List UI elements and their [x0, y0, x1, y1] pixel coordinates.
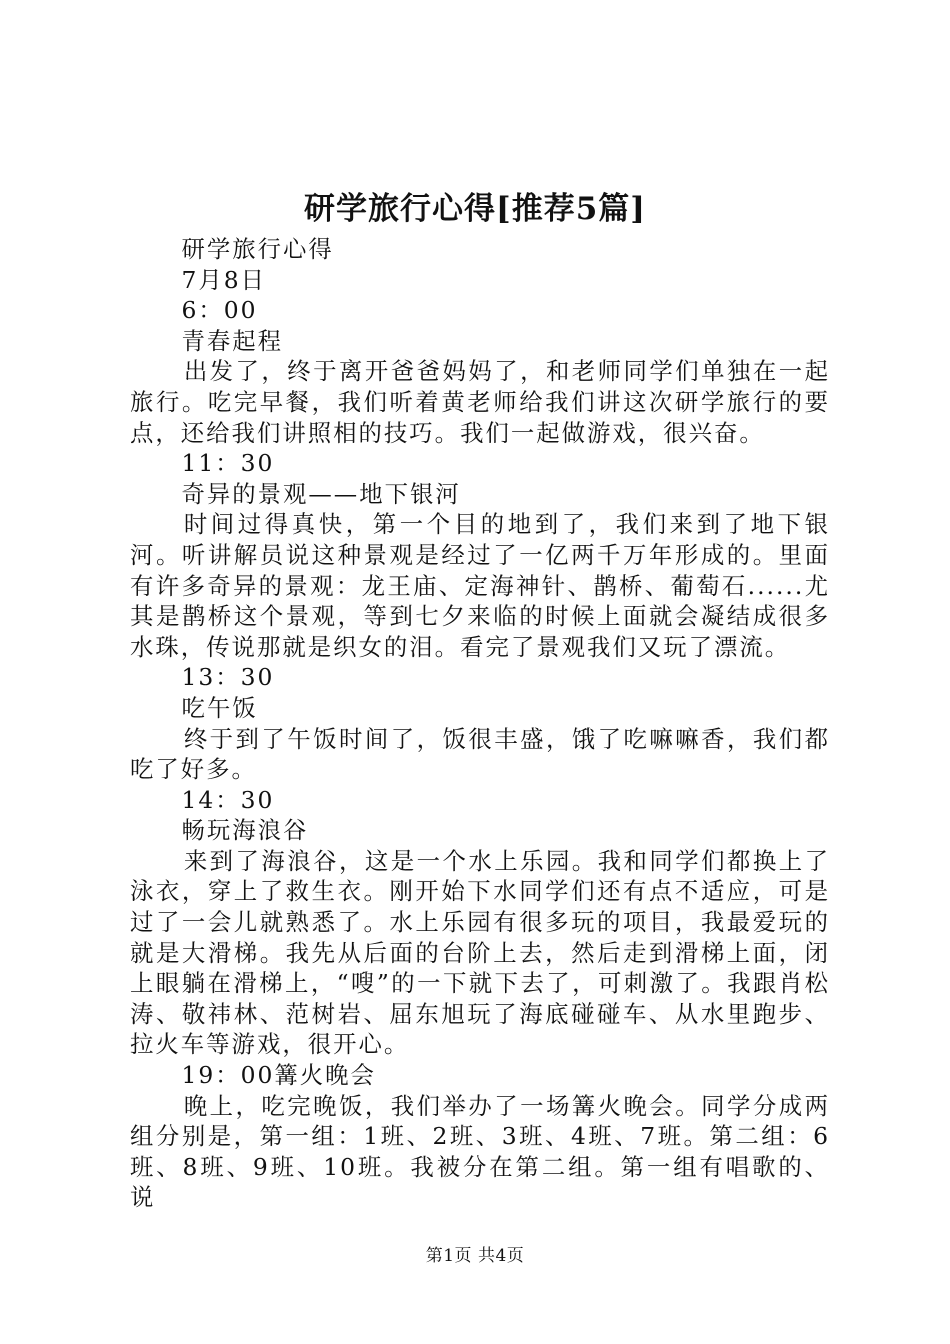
section-heading: 奇异的景观——地下银河 — [181, 479, 461, 508]
paragraph: 来到了海浪谷，这是一个水上乐园。我和同学们都换上了泳衣，穿上了救生衣。刚开始下水同学们还有点不适应，可是过了一会儿就熟悉了。水上乐园有很多玩的项目，我最爱玩的就是大滑梯。我先从后面的台阶上去，然后走到滑梯上面，闭上眼躺在滑梯上，“嗖”的一下就下去了，可刺激了。我跟肖松涛、敬祎林、范树岩、屈东旭玩了海底碰碰车、从水里跑步、拉火车等游戏，很开心。 — [130, 846, 830, 1059]
section-heading: 青春起程 — [181, 326, 284, 355]
time-line: 11：30 — [181, 449, 275, 478]
section-heading: 19：00篝火晚会 — [181, 1061, 376, 1090]
paragraph: 晚上，吃完晚饭，我们举办了一场篝火晚会。同学分成两组分别是，第一组：1班、2班、3班、4班、7班。第二组：6班、8班、9班、10班。我被分在第二组。第一组有唱歌的、说 — [130, 1091, 830, 1212]
paragraph: 终于到了午饭时间了，饭很丰盛，饿了吃嘛嘛香，我们都吃了好多。 — [130, 724, 830, 784]
paragraph: 时间过得真快，第一个目的地到了，我们来到了地下银河。听讲解员说这种景观是经过了一亿两千万年形成的。里面有许多奇异的景观：龙王庙、定海神针、鹊桥、葡萄石......尤其是鹊桥这个景观，等到七夕来临的时候上面就会凝结成很多水珠，传说那就是织女的泪。看完了景观我们又玩了漂流。 — [130, 510, 830, 661]
time-line: 13：30 — [181, 663, 275, 692]
time-line: 6：00 — [181, 296, 258, 325]
document-body — [130, 234, 830, 1213]
document-title: 研学旅行心得[推荐5篇] — [304, 191, 646, 227]
time-line: 14：30 — [181, 785, 275, 814]
page-footer: 第1页 共4页 — [425, 1246, 525, 1266]
section-heading: 畅玩海浪谷 — [181, 816, 309, 845]
subtitle-line: 研学旅行心得 — [181, 235, 334, 263]
date-line: 7月8日 — [181, 265, 267, 294]
paragraph: 出发了，终于离开爸爸妈妈了，和老师同学们单独在一起旅行。吃完早餐，我们听着黄老师给我们讲这次研学旅行的要点，还给我们讲照相的技巧。我们一起做游戏，很兴奋。 — [130, 357, 830, 447]
section-heading: 吃午饭 — [181, 693, 258, 722]
